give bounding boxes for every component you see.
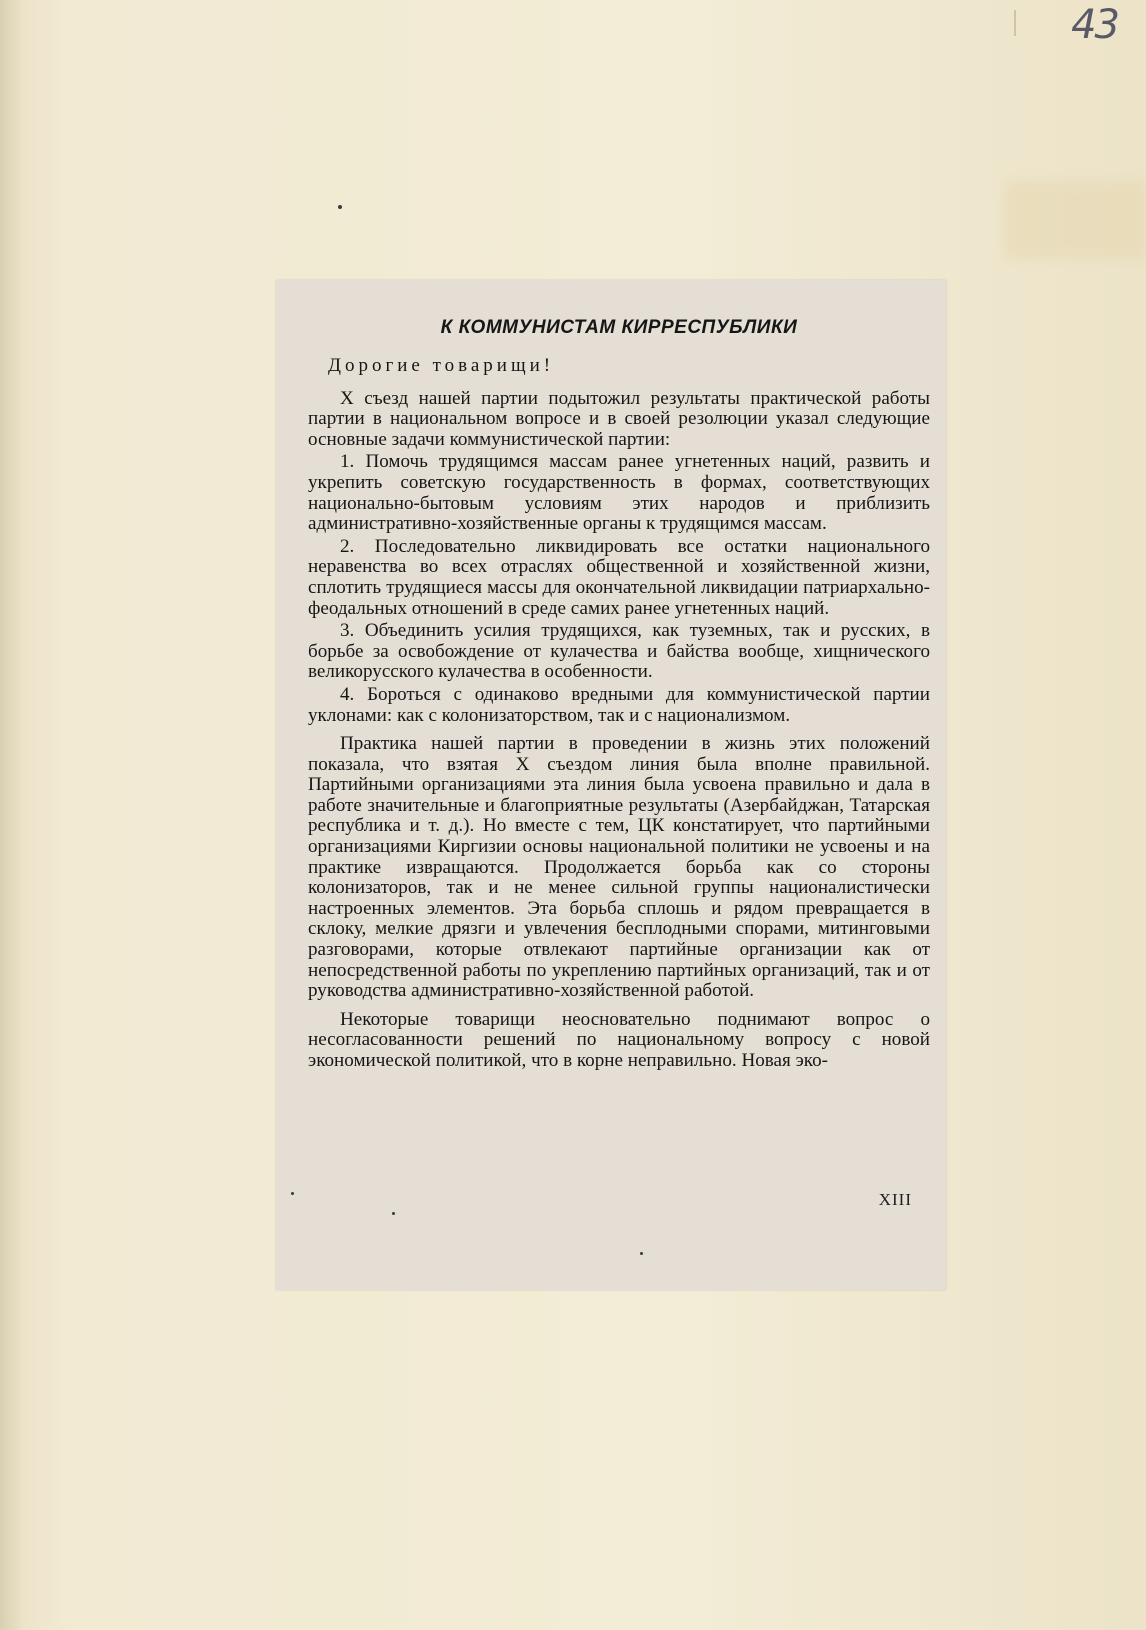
paragraph-point-1: 1. Помочь трудящимся массам ранее угнетенных наций, развить и укрепить советскую государственность в формах, соответствующих национально-бытовым условиям этих народов и приблизить административно-хозяйственные органы к трудящимся массам.	[308, 451, 930, 535]
page-number: XIII	[878, 1190, 912, 1209]
document-title: К КОММУНИСТАМ КИРРЕСПУБЛИКИ	[440, 317, 798, 338]
paragraph-point-3: 3. Объединить усилия трудящихся, как туземных, так и русских, в борьбе за освобождение от кулачества и байства вообще, хищнического великорусского кулачества в особенности.	[308, 620, 930, 683]
paragraph-point-2: 2. Последовательно ликвидировать все остатки национального неравенства во всех отраслях общественной и хозяйственной жизни, сплотить трудящиеся массы для окончательной ликвидации патриархально-феодальных отношений в среде самих ранее угнетенных наций.	[308, 535, 930, 619]
speck	[291, 1192, 294, 1195]
speck	[338, 205, 342, 209]
speck	[640, 1252, 643, 1255]
archive-sheet-number: 43	[1071, 2, 1118, 48]
newspaper-clipping	[276, 280, 946, 1290]
speck	[392, 1212, 395, 1215]
paragraph-practice: Практика нашей партии в проведении в жизнь этих положений показала, что взятая X съездом линия была вполне правильной. Партийными организациями эта линия была усвоена правильно и дала в работе значительные и благоприятные результаты (Азербайджан, Татарская республика и т. д.). Но вместе с тем, ЦК констатирует, что партийными организациями Киргизии основы национальной политики не усвоены и на практике извращаются. Продолжается борьба как со стороны колонизаторов, так и не менее сильной группы националистически настроенных элементов. Эта борьба сплошь и рядом превращается в склоку, мелкие дрязги и увлечения бесплодными спорами, митинговыми разговорами, которые отвлекают партийные организации как от непосредственной работы по укреплению партийных организаций, так и от руководства административно-хозяйственной работой.	[308, 733, 930, 1002]
paragraph-intro: X съезд нашей партии подытожил результаты практической работы партии в национальном вопросе и в своей резолюции указал следующие основные задачи коммунистической партии:	[308, 387, 930, 450]
paragraph-nep: Некоторые товарищи неосновательно поднимают вопрос о несогласованности решений по национальному вопросу с новой экономической политикой, что в корне неправильно. Новая эко-	[308, 1008, 930, 1071]
paragraph-point-4: 4. Бороться с одинаково вредными для коммунистической партии уклонами: как с колонизаторством, так и с национализмом.	[308, 683, 930, 726]
pencil-mark	[1006, 10, 1016, 36]
clipping-text	[308, 316, 930, 1074]
sheet-edge	[0, 0, 22, 1630]
salutation: Дорогие товарищи!	[328, 355, 555, 376]
paper-stain	[1004, 180, 1146, 260]
